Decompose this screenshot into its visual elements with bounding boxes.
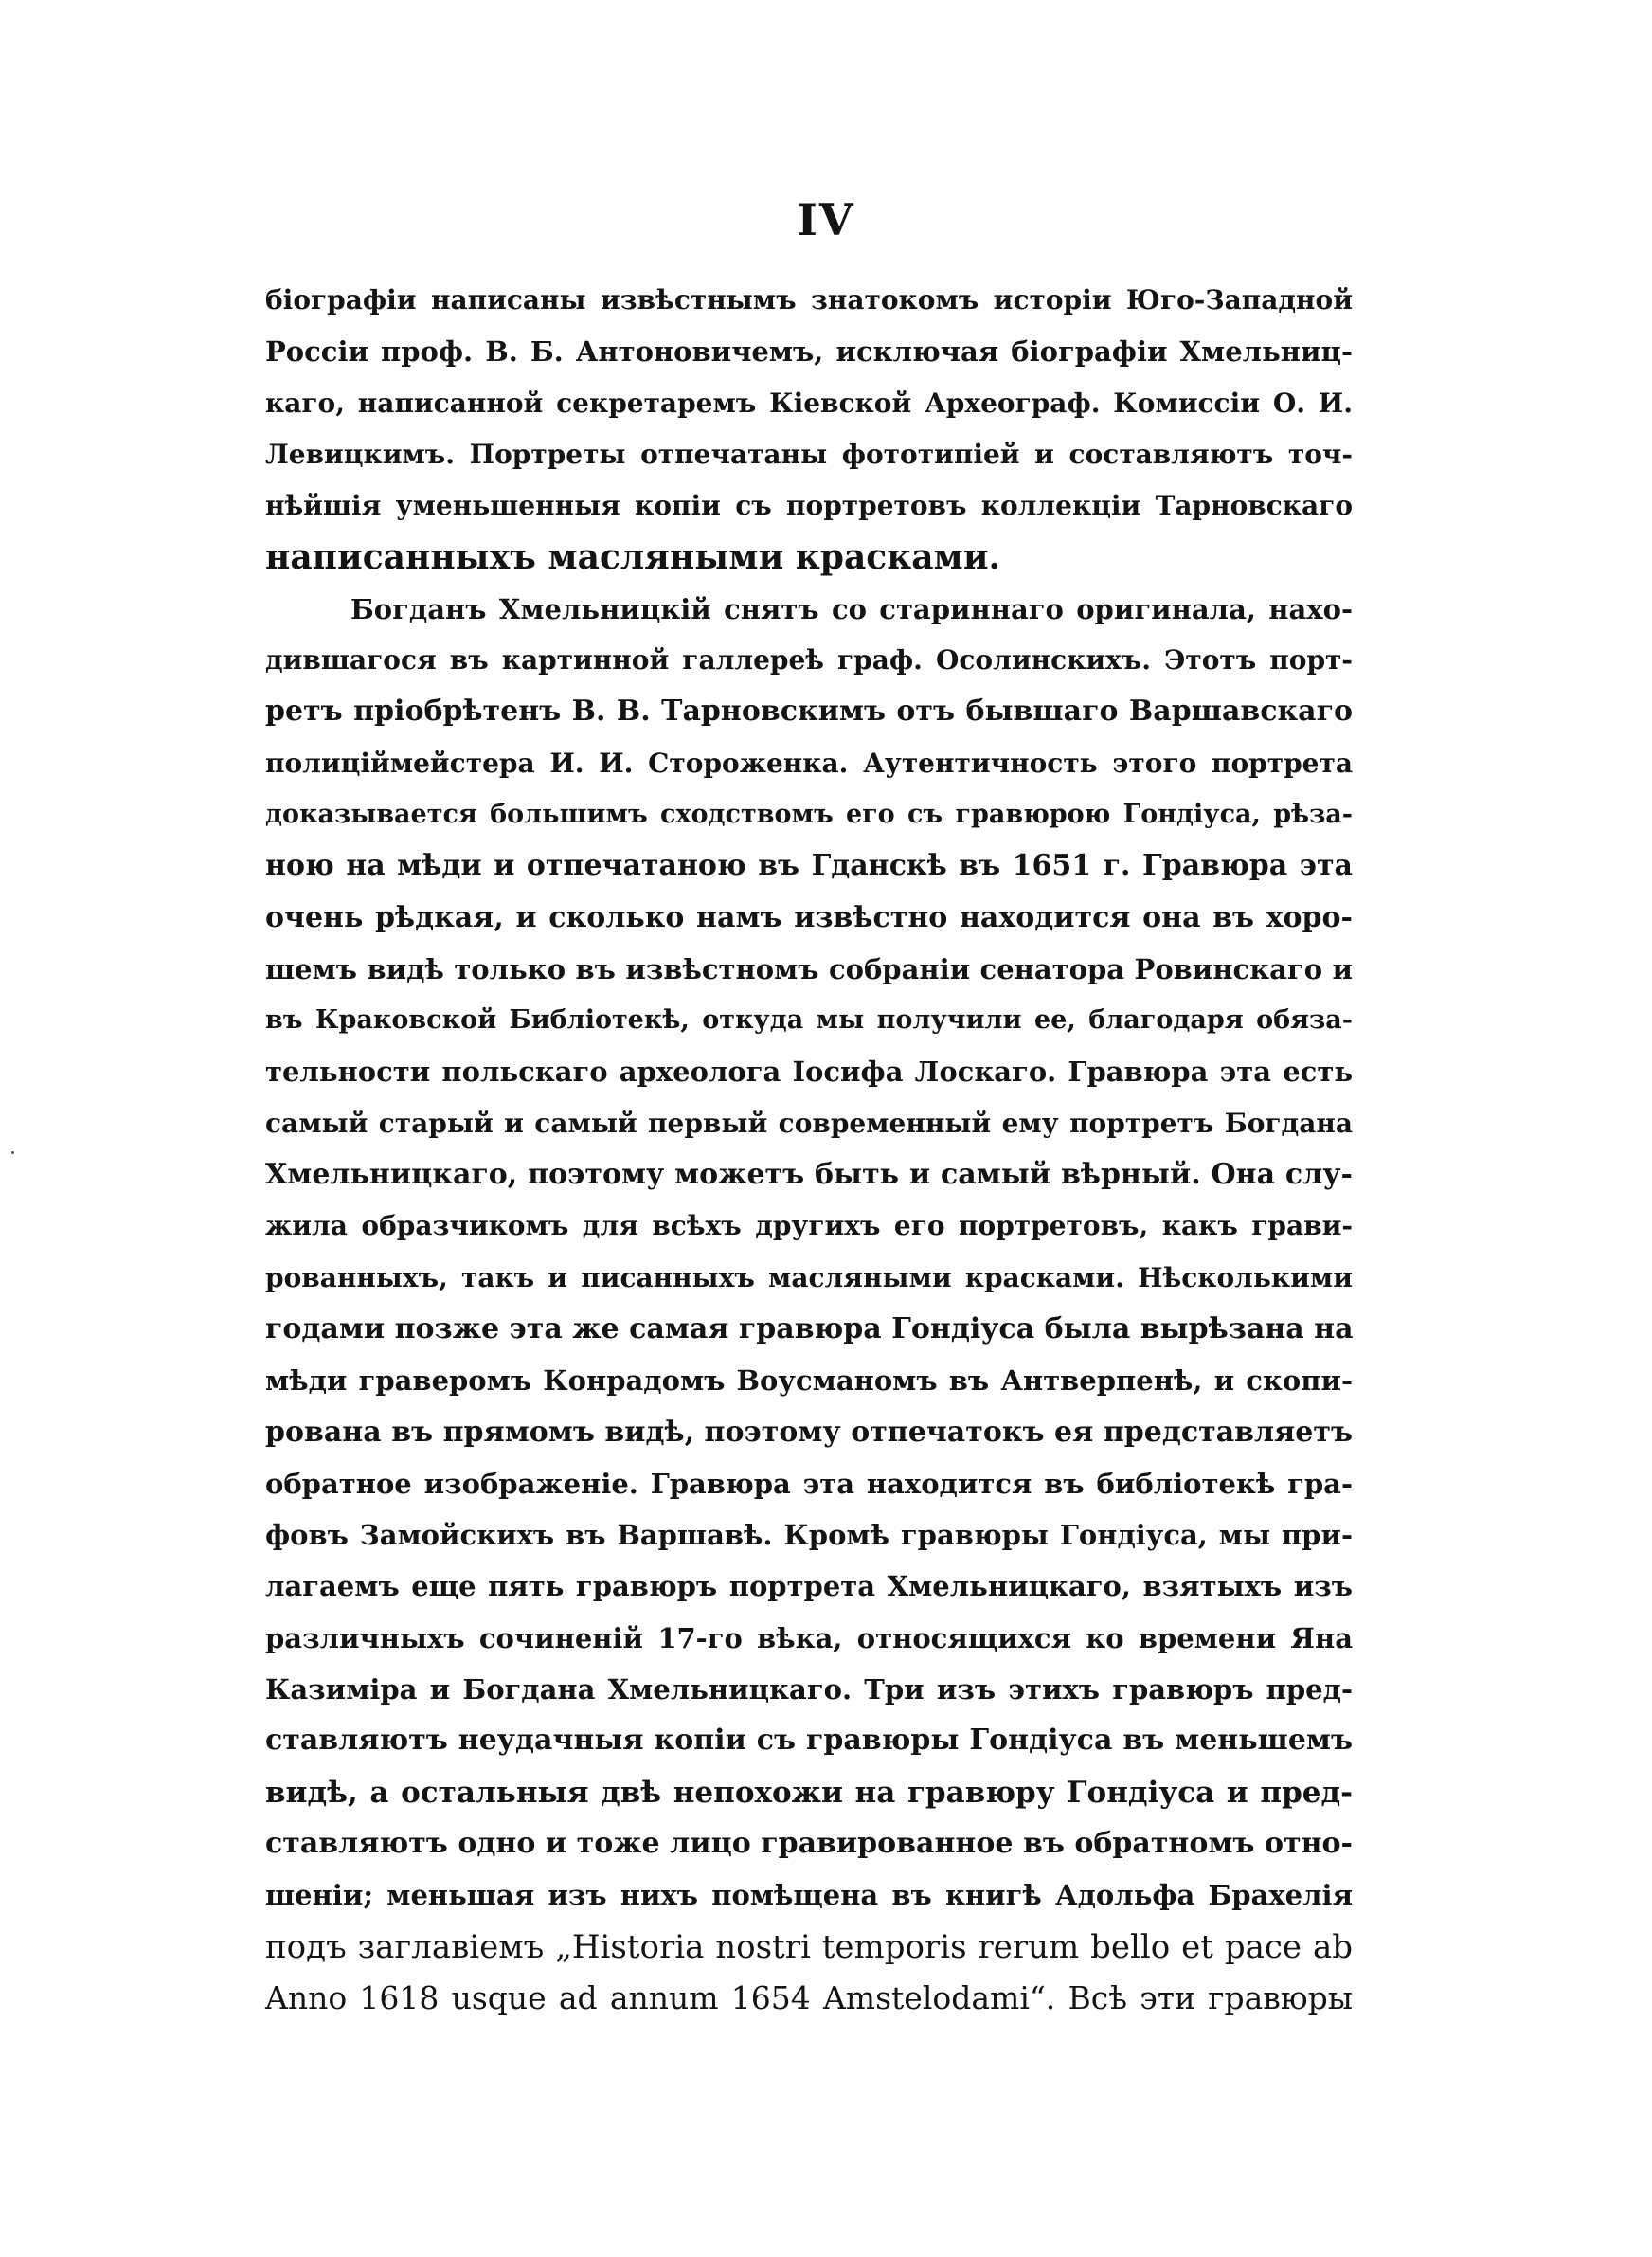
text-line: очень рѣдкая, и сколько намъ извѣстно находится она въ хоро-: [265, 900, 1353, 934]
text-line: самый старый и самый первый современный ему портретъ Богдана: [265, 1107, 1353, 1139]
text-line: дившагося въ картинной галлереѣ граф. Осолинскихъ. Этотъ порт-: [265, 644, 1353, 677]
margin-speck: [11, 1151, 14, 1154]
text-line: ною на мѣди и отпечатаною въ Гданскѣ въ 1651 г. Гравюра эта: [265, 849, 1353, 883]
text-line: ретъ пріобрѣтенъ В. В. Тарновскимъ отъ бывшаго Варшавскаго: [265, 695, 1353, 729]
text-line: тельности польскаго археолога Іосифа Лоскаго. Гравюра эта есть: [265, 1056, 1353, 1089]
paragraph-2: [265, 584, 1353, 2024]
text-line: различныхъ сочиненій 17-го вѣка, относящихся ко времени Яна: [265, 1621, 1353, 1654]
text-line: въ Краковской Библіотекѣ, откуда мы получили ее, благодаря обяза-: [265, 1005, 1353, 1036]
text-line: подъ заглавіемъ „Historia nostri temporis rerum bello et pace ab: [265, 1927, 1353, 1966]
text-line: обратное изображеніе. Гравюра эта находится въ библіотекѣ гра-: [265, 1467, 1353, 1500]
text-line: ставляютъ неудачныя копіи съ гравюры Гондіуса въ меньшемъ: [265, 1724, 1353, 1758]
text-line: шеніи; меньшая изъ нихъ помѣщена въ книгѣ Адольфа Брахелія: [265, 1879, 1353, 1912]
text-line: Россіи проф. В. Б. Антоновичемъ, исключая біографіи Хмельниц-: [265, 335, 1353, 369]
text-line: біографіи написаны извѣстнымъ знатокомъ исторіи Юго-Западной: [265, 284, 1353, 316]
text-line: рованныхъ, такъ и писанныхъ масляными красками. Нѣсколькими: [265, 1261, 1353, 1293]
text-line: Левицкимъ. Портреты отпечатаны фототипіей и составляютъ точ-: [265, 438, 1353, 470]
text-line: доказывается большимъ сходствомъ его съ гравюрою Гондіуса, рѣза-: [265, 799, 1353, 829]
text-line: нѣйшія уменьшенныя копіи съ портретовъ коллекціи Тарновскаго: [265, 490, 1353, 522]
text-line: каго, написанной секретаремъ Кіевской Археограф. Комиссіи О. И.: [265, 387, 1353, 419]
text-line: годами позже эта же самая гравюра Гондіуса была вырѣзана на: [265, 1311, 1354, 1345]
text-line: жила образчикомъ для всѣхъ другихъ его портретовъ, какъ грави-: [265, 1210, 1353, 1242]
text-line: Казиміра и Богдана Хмельницкаго. Три изъ этихъ гравюръ пред-: [265, 1673, 1353, 1706]
text-line: мѣди граверомъ Конрадомъ Воусманомъ въ Антверпенѣ, и скопи-: [265, 1364, 1353, 1398]
text-line: Хмельницкаго, поэтому можетъ быть и самый вѣрный. Она слу-: [265, 1158, 1353, 1192]
text-line: Anno 1618 usque ad annum 1654 Amstelodami“. Всѣ эти гравюры: [265, 1978, 1353, 2016]
text-line: фовъ Замойскихъ въ Варшавѣ. Кромѣ гравюры Гондіуса, мы при-: [265, 1519, 1353, 1552]
text-line: полиціймейстера И. И. Стороженка. Аутентичность этого портрета: [265, 747, 1353, 779]
text-line: рована въ прямомъ видѣ, поэтому отпечатокъ ея представляетъ: [265, 1415, 1353, 1449]
text-line: ставляютъ одно и тоже лицо гравированное въ обратномъ отно-: [265, 1826, 1353, 1860]
body-text: [265, 275, 1353, 2024]
text-line: написанныхъ масляными красками.: [265, 537, 1001, 578]
paragraph-1: [265, 275, 1353, 584]
page-number: IV: [797, 194, 855, 245]
text-line: Богданъ Хмельницкій снятъ со стариннаго оригинала, нахо-: [350, 592, 1353, 625]
text-line: видѣ, а остальныя двѣ непохожи на гравюру Гондіуса и пред-: [265, 1775, 1353, 1810]
text-line: лагаемъ еще пять гравюръ портрета Хмельницкаго, взятыхъ изъ: [265, 1570, 1353, 1603]
text-line: шемъ видѣ только въ извѣстномъ собраніи сенатора Ровинскаго и: [265, 952, 1353, 985]
